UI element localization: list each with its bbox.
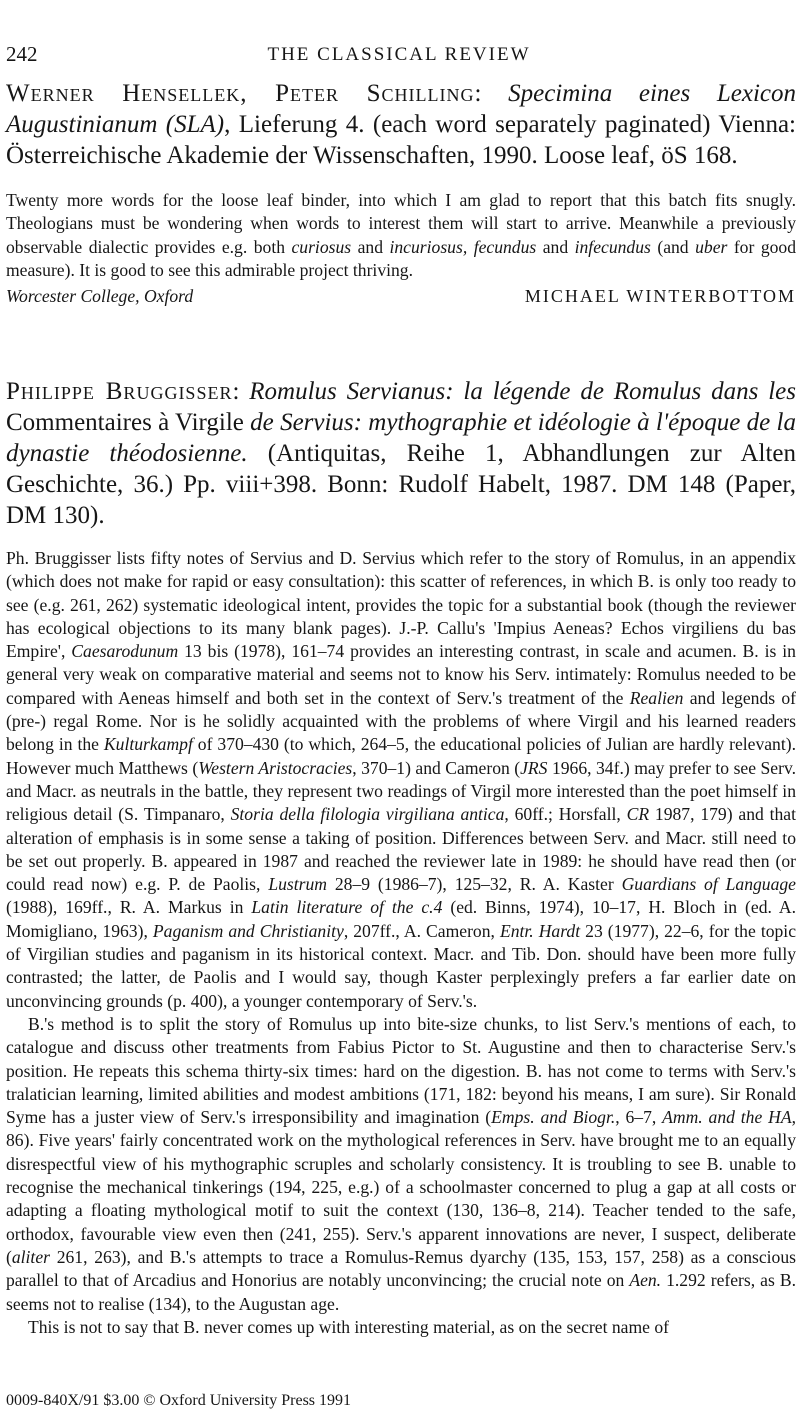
review-paragraph: Ph. Bruggisser lists fifty notes of Servius and D. Servius which refer to the story of Romulus, in an appendix (which does not make for rapid or easy consultation): this scatter of references, in which B. is only too ready to see (e.g. 261, 262) systematic ideological intent, provides the topic for a substantial book (though the reviewer has ecological objections to its many blank pages). J.-P. Callu's 'Impius Aeneas? Echos virgiliens du bas Empire', Caesarodunum 13 bis (1978), 161–74 provides an interesting contrast, in scale and acumen. B. is in general very weak on comparative material and seems not to know his Serv. intimately: Romulus needed to be compared with Aeneas himself and both set in the context of Serv.'s treatment of the Realien and legends of (pre-) regal Rome. Nor is he solidly acquainted with the problems of where Virgil and his learned readers belong in the Kulturkampf of 370–430 (to which, 264–5, the educational policies of Julian are hardly relevant). However much Matthews (Western Aristocracies, 370–1) and Cameron (JRS 1966, 34f.) may prefer to see Serv. and Macr. as neutrals in the battle, they represent two readings of Virgil more interested than the poet himself in religious detail (S. Timpanaro, Storia della filologia virgiliana antica, 60ff.; Horsfall, CR 1987, 179) and that alteration of emphasis is in some sense a taking of position. Differences between Serv. and Macr. still need to be set out properly. B. appeared in 1987 and reached the reviewer late in 1989: he should have read then (or could read now) e.g. P. de Paolis, Lustrum 28–9 (1986–7), 125–32, R. A. Kaster Guardians of Language (1988), 169ff., R. A. Markus in Latin literature of the c.4 (ed. Binns, 1974), 10–17, H. Bloch in (ed. A. Momigliano, 1963), Paganism and Christianity, 207ff., A. Cameron, Entr. Hardt 23 (1977), 22–6, for the topic of Virgilian studies and paganism in its historical context. Macr. and Tib. Don. should have been more fully contrasted; the latter, de Paolis and I would say, though Kaster perplexingly prefers a far earlier date on unconvincing grounds (p. 400), a younger contemporary of Serv.'s. bbox=[6, 548, 797, 1011]
review-hensellek-schilling bbox=[6, 78, 796, 307]
review-paragraph: B.'s method is to split the story of Romulus up into bite-size chunks, to list Serv.'s mentions of each, to catalogue and discuss other treatments from Fabius Pictor to St. Augustine and then to characterise Serv.'s position. He repeats this schema thirty-six times: hard on the digestion. B. has not come to terms with Serv.'s tralatician learning, limited abilities and modest ambitions (171, 182: beyond his means, I am sure). Sir Ronald Syme has a juster view of Serv.'s irresponsibility and imagination (Emps. and Biogr., 6–7, Amm. and the HA, 86). Five years' fairly concentrated work on the mythological references in Serv. have brought me to an equally disrespectful view of his mythographic scruples and scholarly consistency. It is troubling to see B. unable to recognise the mechanical tinkerings (194, 225, e.g.) of a schoolmaster concerned to plug a gap at all costs or adapting a floating mythological motif to suit the context (130, 136–8, 214). Teacher tended to the safe, orthodox, favourable view even then (241, 255). Serv.'s apparent innovations are never, I suspect, deliberate (aliter 261, 263), and B.'s attempts to trace a Romulus-Remus dyarchy (135, 153, 157, 258) as a conscious parallel to that of Arcadius and Honorius are notably unconvincing; the crucial note on Aen. 1.292 refers, as B. seems not to realise (134), to the Augustan age. bbox=[6, 1013, 796, 1314]
review-paragraph: Twenty more words for the loose leaf binder, into which I am glad to report that this batch fits snugly. Theologians must be wondering when words to interest them will start to arrive. Meanwhile a previously observable dialectic provides e.g. both curiosus and incuriosus, fecundus and infecundus (and uber for good measure). It is good to see this admirable project thriving. bbox=[6, 190, 797, 280]
book-author: Philippe Bruggisser bbox=[6, 378, 233, 405]
page-number: 242 bbox=[6, 42, 38, 66]
review-heading: Philippe Bruggisser: Romulus Servianus: la légende de Romulus dans les Commentaires à Virgile de Servius: mythographie et idéologie à l'époque de la dynastie théodosienne. (Antiquitas, Reihe 1, Abhandlungen zur Alten Geschichte, 36.) Pp. viii+398. Bonn: Rudolf Habelt, 1987. DM 148 (Paper, DM 130). bbox=[6, 378, 796, 529]
running-header bbox=[6, 42, 792, 72]
book-details: , Lieferung 4. (each word separately paginated) Vienna: Österreichische Akademie der Wissenschaften, 1990. Loose leaf, öS 168. bbox=[6, 111, 797, 169]
journal-title: THE CLASSICAL REVIEW bbox=[267, 44, 531, 65]
review-paragraph: This is not to say that B. never comes up with interesting material, as on the secret name of bbox=[28, 1316, 670, 1337]
reviewer-name: MICHAEL WINTERBOTTOM bbox=[524, 286, 796, 307]
reviewer-affiliation: Worcester College, Oxford bbox=[6, 286, 194, 307]
book-authors: Werner Hensellek, Peter Schilling bbox=[6, 80, 475, 107]
review-bruggisser bbox=[6, 376, 796, 1339]
copyright-footer: 0009-840X/91 $3.00 © Oxford University Press 1991 bbox=[6, 1392, 352, 1409]
book-details: (Antiquitas, Reihe 1, Abhandlungen zur Alten Geschichte, 36.) Pp. viii+398. Bonn: Rudolf Habelt, 1987. DM 148 (Paper, DM 130). bbox=[6, 440, 796, 529]
book-title: Specimina eines Lexicon Augustinianum (SLA) bbox=[6, 80, 796, 138]
review-heading: Werner Hensellek, Peter Schilling: Specimina eines Lexicon Augustinianum (SLA), Lieferung 4. (each word separately paginated) Vienna: Österreichische Akademie der Wissenschaften, 1990. Loose leaf, öS 168. bbox=[6, 80, 797, 169]
book-title: Romulus Servianus: la légende de Romulus dans les bbox=[249, 378, 796, 405]
reviewer-signature bbox=[6, 286, 796, 307]
